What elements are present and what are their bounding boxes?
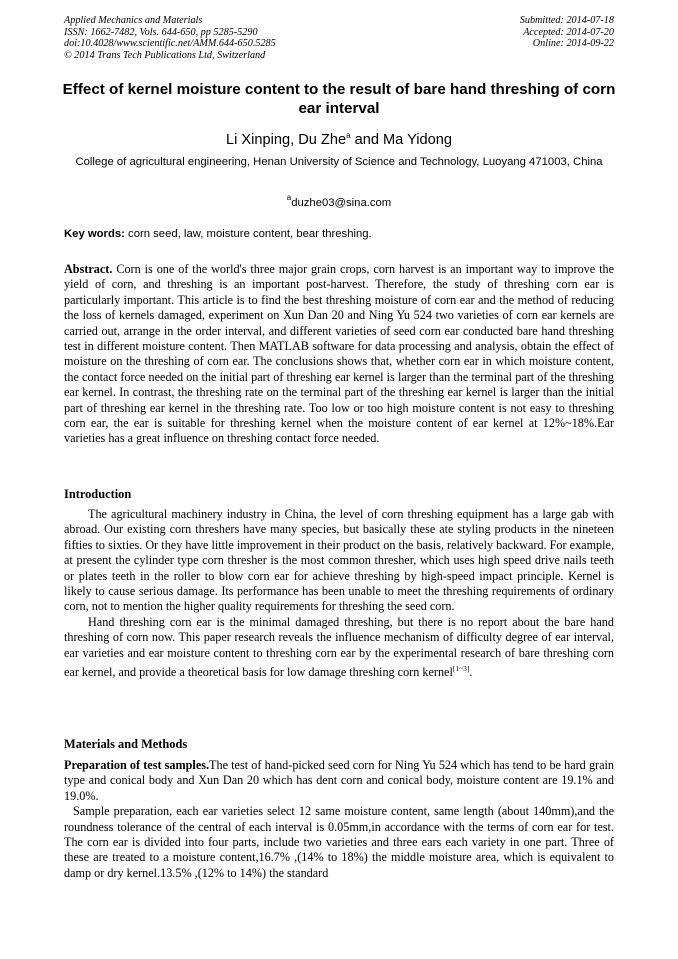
mm-paragraph-1-text: The test of hand-picked seed corn for Ning Yu 524 which has tend to be hard grain type and conical body and Xun Dan 20 which has dent corn and conical body, moisture content are 19.1% and 19.0%. <box>64 758 614 803</box>
submitted-date: Submitted: 2014-07-18 <box>519 15 614 26</box>
keywords <box>64 228 614 240</box>
keywords-label: Key words: <box>64 228 125 240</box>
materials-methods-section <box>64 758 614 881</box>
abstract-label: Abstract. <box>64 262 113 276</box>
materials-methods-heading: Materials and Methods <box>64 737 188 751</box>
author-names: Li Xinping, Du Zhe <box>226 132 347 148</box>
abstract <box>64 262 614 447</box>
intro-paragraph-2-end: . <box>469 665 473 680</box>
keywords-text: corn seed, law, moisture content, bear threshing. <box>124 228 372 240</box>
journal-copyright: © 2014 Trans Tech Publications Ltd, Switzerland <box>64 49 266 61</box>
email-affil-mark: a <box>286 193 292 202</box>
email-line <box>0 193 678 209</box>
intro-paragraph-2-text: Hand threshing corn ear is the minimal damaged threshing, but there is no report about the bare hand threshing of corn now. This paper research reveals the influence mechanism of difficulty degree of ear interval, ear varieties and ear moisture content to threshing corn ear by the experimental research of bare threshing corn ear kernel, and provide a theoretical basis for low damage threshing corn kernel <box>64 614 614 680</box>
email-address: duzhe03@sina.com <box>291 197 392 209</box>
introduction-section <box>64 507 614 680</box>
author-affil-mark: a <box>346 131 351 140</box>
online-date: Online: 2014-09-22 <box>532 38 614 50</box>
mm-paragraph-1 <box>64 758 614 804</box>
accepted-date: Accepted: 2014-07-20 <box>523 26 614 38</box>
journal-issn: ISSN: 1662-7482, Vols. 644-650, pp 5285-5290 <box>64 26 258 38</box>
mm-subheading: Preparation of test samples. <box>64 758 210 772</box>
mm-paragraph-2: Sample preparation, each ear varieties select 12 same moisture content, same length (about 140mm),and the roundness tolerance of the central of each interval is 0.05mm,in accordance with the terms of corn ear for test. The corn ear is divided into four parts, include two varieties and three ears each variety in one part. Three of these are treated to a moisture content,16.7% ,(14% to 18%) the middle moisture area, which is equivalent to damp or dry kernel.13.5% ,(12% to 14%) the standard <box>64 804 614 880</box>
journal-header-left <box>64 15 276 61</box>
abstract-text: Corn is one of the world's three major grain crops, corn harvest is an important way to improve the yield of corn, and threshing is an important post-harvest. Therefore, the study of threshing corn ear is particularly important. This article is to find the best threshing moisture of corn ear and the method of reducing the loss of kernels damaged, experiment on Xun Dan 20 and Ning Yu 524 two varieties of corn ear kernels are carried out, arrange in the order interval, and different varieties of seed corn ear conducted bare hand threshing test in different moisture content. Then MATLAB software for data processing and analysis, obtain the effect of moisture on the threshing of corn ear. The conclusions shows that, whether corn ear in which moisture content, the contact force needed on the initial part of threshing ear kernel is larger than the terminal part of the threshing ear kernel. In contrast, the threshing rate on the terminal part of the threshing ear kernel is larger than the initial part of threshing ear kernel in the threshing rate. Too low or too high moisture content is not easy to threshing corn ear, the ear is suitable for threshing kernel when the moisture content of ear kernel at 12%~18%.Ear varieties has a great influence on threshing contact force needed. <box>64 262 614 446</box>
author-names-rest: and Ma Yidong <box>350 132 452 148</box>
journal-name: Applied Mechanics and Materials <box>64 15 203 26</box>
journal-header-right <box>520 15 614 50</box>
journal-doi: doi:10.4028/www.scientific.net/AMM.644-650.5285 <box>64 38 276 50</box>
intro-paragraph-1: The agricultural machinery industry in China, the level of corn threshing equipment has a large gab with abroad. Our existing corn threshers have many species, but basically these ate styling products in the nineteen fifties to sixties. Or they have little improvement in their product on the basis, relatively backward. For example, at present the cylinder type corn thresher is the most common thresher, which uses high speed drive nails teeth or plates teeth in the roller to blow corn ear for achieve threshing by high-speed impact principle. Kernel is likely to cause serious damage. Its performance has been unable to meet the threshing requirements of ordinary corn, not to mention the higher quality requirements for threshing the seed corn. <box>64 507 614 614</box>
affiliation: College of agricultural engineering, Henan University of Science and Technology, Luoyang 471003, China <box>75 156 603 168</box>
intro-paragraph-2 <box>64 615 614 681</box>
paper-title: Effect of kernel moisture content to the result of bare hand threshing of corn ear interval <box>62 81 616 117</box>
citation-ref: [1~3] <box>452 664 470 674</box>
introduction-heading: Introduction <box>64 487 132 501</box>
author-list <box>0 131 678 148</box>
